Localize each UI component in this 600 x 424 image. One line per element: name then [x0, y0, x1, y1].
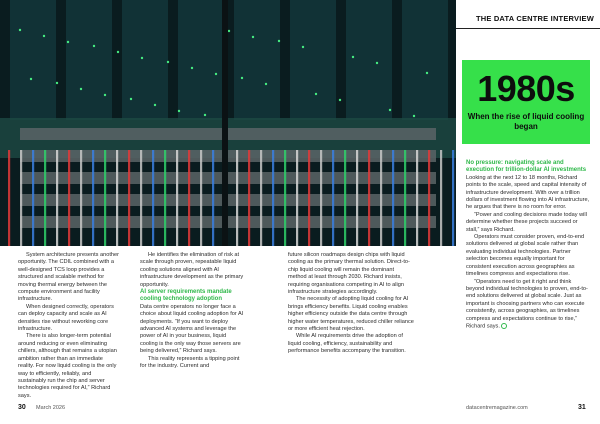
paragraph: Looking at the next 12 to 18 months, Richard points to the scale, speed and capital intensity of infrastructure development. With over a trillion dollars of investment flowing into AI infrastructure, he argues that there is no room for error. [466, 174, 590, 211]
text-column-1 [18, 252, 120, 400]
subheading: AI server requirements mandate cooling technology adoption [140, 289, 232, 303]
paragraph-text: “Operators need to get it right and think beyond individual technologies to proven, end-to-end solutions delivered at global scale. Just as important is choosing partners who can execute consistently, across geographies, as timelines compress and expectations continue to rise,” Richard says. [466, 278, 588, 330]
server-hardware-photo [0, 0, 456, 246]
paragraph [466, 279, 590, 331]
paragraph: This reality represents a tipping point for the industry. Current and [140, 355, 240, 370]
issue-date: March 2026 [36, 405, 66, 411]
paragraph: The necessity of adopting liquid cooling for AI brings efficiency benefits. Liquid cooling enables higher efficiency outside the data centre through higher water temperatures, reduced chiller reliance or more efficient heat rejection. [288, 296, 414, 333]
paragraph: Operators must consider proven, end-to-end solutions delivered at global scale rather than evaluating individual technologies. Partner selection becomes equally important for consistent execution across geographies as timelines compress and expectations rise. [466, 234, 585, 278]
end-mark-icon [501, 323, 507, 329]
year-callout-box [462, 60, 590, 144]
text-column-3 [288, 252, 414, 356]
page-number-left: 30 [18, 404, 26, 411]
subheading: No pressure: navigating scale and execution for trillion-dollar AI investments [466, 160, 587, 174]
paragraph: “Power and cooling decisions made today will determine whether these projects succeed or stall,” says Richard. [466, 211, 587, 233]
paragraph: Data centre operators no longer face a choice about liquid cooling adoption for AI deployments. “If you want to deploy advanced AI systems and leverage the power of AI in your business, liquid cooling is the only way those servers are being delivered,” Richard says. [140, 303, 244, 355]
website: datacentremagazine.com [466, 405, 528, 411]
callout-subtitle: When the rise of liquid cooling began [467, 112, 585, 131]
page-number-right: 31 [578, 404, 586, 411]
paragraph: He identifies the elimination of risk at scale through proven, repeatable liquid cooling solutions aligned with AI infrastructure development as the primary opportunity. [140, 252, 244, 288]
text-column-4 [466, 160, 590, 331]
paragraph: System architecture presents another opportunity. The CDIL combined with a well-designed TCS loop provides a structured and scalable method for moving thermal energy between the compute environment and facility infrastructure. [18, 252, 119, 303]
paragraph: future silicon roadmaps design chips with liquid cooling as the primary thermal solution. Direct-to-chip liquid cooling will remain the dominant method at least through 2030. Richard insists, requiring organisations competing in AI to align infrastructure strategies accordingly. [288, 252, 410, 296]
section-title: THE DATA CENTRE INTERVIEW [475, 14, 594, 23]
header-divider [456, 28, 600, 29]
text-column-2 [140, 252, 244, 371]
callout-year: 1980s [477, 68, 575, 109]
paragraph: There is also longer-term potential around reducing or even eliminating chillers, although that remains a utopian ambition rather than an immediate reality. For now liquid cooling is the only way to efficiently, reliably, and sustainably run the chip and server technologies required for AI,” Richard says. [18, 333, 117, 399]
paragraph: When designed correctly, operators can deploy capacity and scale as AI densities rise without reworking core infrastructure. [18, 303, 114, 333]
paragraph: While AI requirements drive the adoption of liquid cooling, efficiency, sustainability and performance benefits accompany the transition. [288, 333, 406, 355]
